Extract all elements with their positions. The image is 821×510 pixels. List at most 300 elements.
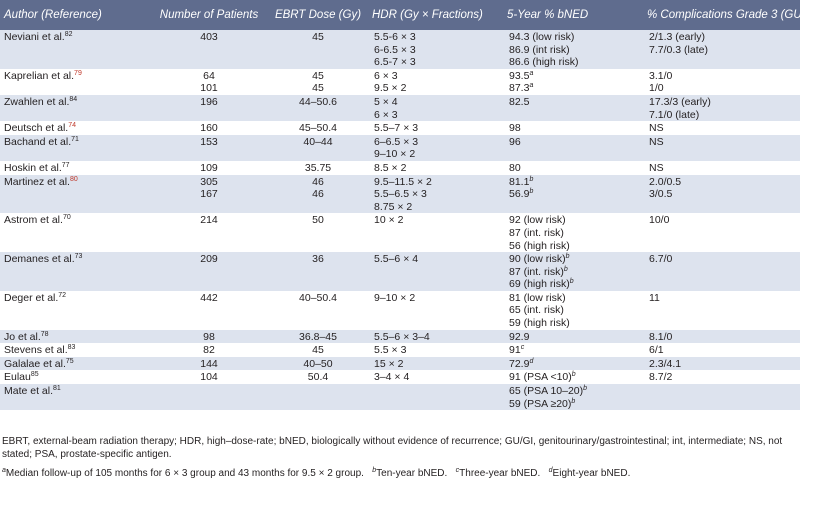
bned-cell <box>503 69 643 95</box>
reference-number: 82 <box>64 31 73 38</box>
complications-cell <box>643 175 800 214</box>
hdr-value: 6–6.5 × 3 <box>374 135 419 148</box>
hdr-value: 9–10 × 2 <box>374 148 416 161</box>
table-row <box>0 30 800 69</box>
patients-value: 214 <box>200 214 218 227</box>
reference-number: 72 <box>58 291 67 299</box>
ebrt-cell <box>268 384 368 410</box>
bned-cell <box>503 175 643 214</box>
cell-line <box>268 31 368 44</box>
cell-line <box>509 385 643 398</box>
cell-line <box>649 122 800 135</box>
hdr-cell <box>368 343 503 357</box>
ebrt-cell <box>268 291 368 330</box>
hdr-value: 9.5 × 2 <box>374 82 407 95</box>
cell-line <box>150 162 268 175</box>
hdr-value: 6 × 3 <box>374 108 398 121</box>
cell-line <box>268 82 368 95</box>
comp-value: 17.3/3 (early) <box>649 95 711 108</box>
table-row <box>0 213 800 252</box>
col-header-hdr: HDR (Gy × Fractions) <box>368 0 503 30</box>
cell-line <box>509 278 643 291</box>
footnote-text: Eight-year bNED. <box>552 468 631 479</box>
ebrt-cell <box>268 252 368 291</box>
footnote-mark: b <box>571 371 576 379</box>
comp-value: 10/0 <box>649 214 670 227</box>
bned-value: 81 (low risk) <box>509 291 566 304</box>
cell-line <box>509 96 643 109</box>
bned-value: 82.5 <box>509 95 530 108</box>
comp-value: 8.1/0 <box>649 330 673 343</box>
cell-line <box>649 70 800 83</box>
complications-cell <box>643 291 800 330</box>
author-name: Neviani et al. <box>4 31 65 43</box>
cell-line <box>150 253 268 266</box>
bned-cell <box>503 121 643 135</box>
complications-cell <box>643 213 800 252</box>
cell-line <box>649 188 800 201</box>
patients-value: 209 <box>200 253 218 266</box>
bned-value: 90 (low risk) <box>509 253 566 266</box>
table-row <box>0 252 800 291</box>
cell-line <box>268 214 368 227</box>
cell-line <box>374 188 503 201</box>
hdr-cell <box>368 291 503 330</box>
footnote-item <box>456 468 541 479</box>
bned-value: 59 (high risk) <box>509 317 570 330</box>
cell-line <box>509 56 643 69</box>
cell-line <box>649 344 800 357</box>
ebrt-value: 45 <box>312 344 324 357</box>
patients-cell <box>150 291 268 330</box>
bned-value: 93.5 <box>509 69 530 82</box>
bned-value: 87.3 <box>509 82 530 95</box>
complications-cell <box>643 343 800 357</box>
author-name: Stevens et al. <box>4 344 68 357</box>
cell-line <box>374 292 503 305</box>
cell-line <box>268 358 368 371</box>
abbreviations-note: EBRT, external-beam radiation therapy; HDR, high–dose-rate; bNED, biologically without evidence of recurrence; GU/GI, genitourinary/gastrointestinal; int, intermediate; NS, not stated; PSA, prostate-specific antigen. <box>2 436 783 460</box>
hdr-cell <box>368 121 503 135</box>
cell-line <box>268 136 368 149</box>
author-cell <box>0 370 150 384</box>
author-cell <box>0 384 150 410</box>
bned-value: 92 (low risk) <box>509 214 566 227</box>
author-cell <box>0 330 150 344</box>
hdr-cell <box>368 175 503 214</box>
table-body <box>0 30 800 410</box>
author-cell <box>0 213 150 252</box>
bned-cell <box>503 291 643 330</box>
comp-value: 8.7/2 <box>649 371 673 384</box>
cell-line <box>268 122 368 135</box>
complications-cell <box>643 384 800 410</box>
patients-cell <box>150 69 268 95</box>
footnote-mark: a <box>529 82 534 90</box>
ebrt-value: 40–44 <box>303 135 333 148</box>
footnote-mark: b <box>529 175 534 183</box>
patients-value: 196 <box>200 95 218 108</box>
cell-line <box>649 253 800 266</box>
bned-cell <box>503 370 643 384</box>
bned-value: 94.3 (low risk) <box>509 31 575 43</box>
complications-cell <box>643 370 800 384</box>
cell-line <box>374 31 503 44</box>
bned-cell <box>503 252 643 291</box>
author-cell <box>0 357 150 371</box>
comp-value: 7.1/0 (late) <box>649 108 700 121</box>
cell-line <box>374 109 503 122</box>
cell-line <box>374 70 503 83</box>
comp-value: 2.0/0.5 <box>649 175 682 188</box>
bned-cell <box>503 330 643 344</box>
cell-line <box>649 162 800 175</box>
ebrt-cell <box>268 175 368 214</box>
ebrt-cell <box>268 95 368 121</box>
cell-line <box>509 44 643 57</box>
bned-value: 69 (high risk) <box>509 278 570 291</box>
cell-line <box>374 122 503 135</box>
comp-value: 2.3/4.1 <box>649 357 682 370</box>
complications-cell <box>643 252 800 291</box>
reference-number: 81 <box>53 385 61 393</box>
cell-line <box>150 136 268 149</box>
reference-number: 73 <box>74 253 83 261</box>
cell-line <box>374 56 503 69</box>
cell-line <box>509 188 643 201</box>
cell-line <box>150 122 268 135</box>
author-name: Demanes et al. <box>4 253 75 266</box>
reference-number: 84 <box>69 95 78 103</box>
footnote-mark: b <box>571 397 576 405</box>
reference-number: 77 <box>61 161 70 169</box>
cell-line <box>268 162 368 175</box>
col-header-ebrt: EBRT Dose (Gy) <box>268 0 368 30</box>
author-name: Bachand et al. <box>4 135 72 148</box>
ebrt-value: 45 <box>312 31 324 43</box>
reference-number: 70 <box>62 214 71 222</box>
cell-line <box>649 292 800 305</box>
hdr-value: 8.75 × 2 <box>374 200 413 213</box>
complications-cell <box>643 95 800 121</box>
patients-value: 82 <box>203 344 215 357</box>
patients-cell <box>150 213 268 252</box>
hdr-cell <box>368 384 503 410</box>
bned-value: 92.9 <box>509 330 530 343</box>
cell-line <box>649 82 800 95</box>
hdr-value: 10 × 2 <box>374 214 404 227</box>
cell-line <box>374 44 503 57</box>
complications-cell <box>643 330 800 344</box>
footnote-mark: a <box>529 69 534 77</box>
cell-line <box>374 358 503 371</box>
ebrt-value: 35.75 <box>304 161 332 174</box>
footnote-mark: a <box>2 467 6 474</box>
table-row <box>0 330 800 344</box>
ebrt-value: 45 <box>312 69 324 82</box>
bned-value: 80 <box>509 161 521 174</box>
ebrt-value: 50.4 <box>307 371 329 384</box>
bned-value: 65 (PSA 10–20) <box>509 385 584 398</box>
cell-line <box>509 358 643 371</box>
bned-cell <box>503 357 643 371</box>
comp-value: 6/1 <box>649 344 664 357</box>
bned-value: 86.9 (int risk) <box>509 43 570 56</box>
author-cell <box>0 343 150 357</box>
comp-value: 11 <box>649 291 660 304</box>
patients-cell <box>150 95 268 121</box>
cell-line <box>150 331 268 344</box>
author-name: Galalae et al. <box>4 357 66 370</box>
cell-line <box>649 214 800 227</box>
author-cell <box>0 30 150 69</box>
cell-line <box>509 31 643 44</box>
cell-line <box>374 148 503 161</box>
cell-line <box>268 253 368 266</box>
footnote-mark: b <box>569 278 574 286</box>
cell-line <box>509 70 643 83</box>
cell-line <box>649 109 800 122</box>
hdr-cell <box>368 370 503 384</box>
footnote-mark: d <box>548 467 553 474</box>
cell-line <box>150 96 268 109</box>
hdr-value: 5 × 4 <box>374 95 398 108</box>
comp-value: 3/0.5 <box>649 188 673 201</box>
cell-line <box>509 398 643 411</box>
hdr-cell <box>368 252 503 291</box>
patients-value: 144 <box>200 357 218 370</box>
table-row <box>0 291 800 330</box>
reference-number: 74 <box>68 122 76 130</box>
comp-value: 3.1/0 <box>649 69 673 82</box>
cell-line <box>649 44 800 57</box>
bned-value: 96 <box>509 135 521 148</box>
bned-value: 91 (PSA <10) <box>509 371 572 384</box>
bned-cell <box>503 161 643 175</box>
complications-cell <box>643 69 800 95</box>
ebrt-value: 40–50.4 <box>299 291 337 304</box>
table-row <box>0 135 800 161</box>
footnote-mark: c <box>455 467 460 474</box>
hdr-value: 8.5 × 2 <box>374 161 407 174</box>
hdr-value: 5.5 × 3 <box>374 344 407 357</box>
patients-value: 104 <box>200 371 218 384</box>
author-name: Zwahlen et al. <box>4 95 70 108</box>
author-cell <box>0 161 150 175</box>
patients-cell <box>150 252 268 291</box>
patients-value: 442 <box>200 291 218 304</box>
table-row <box>0 357 800 371</box>
cell-line <box>509 82 643 95</box>
author-name: Mate et al. <box>4 385 54 398</box>
cell-line <box>509 317 643 330</box>
bned-value: 91 <box>509 344 521 357</box>
footnote-mark: b <box>563 265 568 273</box>
ebrt-cell <box>268 69 368 95</box>
comp-value: 1/0 <box>649 82 664 95</box>
patients-value: 167 <box>200 188 218 201</box>
cell-line <box>374 371 503 384</box>
ebrt-cell <box>268 370 368 384</box>
cell-line <box>374 214 503 227</box>
author-name: Eulau <box>4 371 31 384</box>
col-header-author: Author (Reference) <box>0 0 150 30</box>
cell-line <box>374 136 503 149</box>
footnote-mark: c <box>520 344 525 352</box>
author-cell <box>0 69 150 95</box>
cell-line <box>374 344 503 357</box>
patients-cell <box>150 135 268 161</box>
bned-cell <box>503 213 643 252</box>
bned-cell <box>503 95 643 121</box>
cell-line <box>649 96 800 109</box>
bned-value: 86.6 (high risk) <box>509 56 579 69</box>
patients-cell <box>150 384 268 410</box>
hdr-cell <box>368 30 503 69</box>
reference-number: 75 <box>65 357 74 365</box>
table-row <box>0 175 800 214</box>
bned-value: 87 (int. risk) <box>509 226 564 239</box>
hdr-value: 9.5–11.5 × 2 <box>374 175 432 188</box>
cell-line <box>150 358 268 371</box>
hdr-value: 15 × 2 <box>374 357 404 370</box>
author-cell <box>0 121 150 135</box>
footnote-mark: d <box>529 357 534 365</box>
patients-cell <box>150 330 268 344</box>
cell-line <box>649 31 800 44</box>
table-row <box>0 121 800 135</box>
ebrt-cell <box>268 343 368 357</box>
cell-line <box>649 136 800 149</box>
comp-value: NS <box>649 122 664 135</box>
cell-line <box>509 253 643 266</box>
cell-line <box>150 214 268 227</box>
reference-number: 80 <box>69 175 78 183</box>
patients-value: 160 <box>200 122 218 135</box>
author-name: Martinez et al. <box>4 175 70 188</box>
author-name: Deutsch et al. <box>4 122 69 135</box>
col-header-complications: % Complications Grade 3 (GU/GI) <box>643 0 800 30</box>
hdr-cell <box>368 161 503 175</box>
reference-number: 79 <box>74 69 82 77</box>
cell-line <box>150 70 268 83</box>
ebrt-cell <box>268 135 368 161</box>
reference-number: 85 <box>30 371 39 379</box>
superscript-notes <box>2 467 798 480</box>
col-header-bned: 5-Year % bNED <box>503 0 643 30</box>
table-row <box>0 384 800 410</box>
ebrt-value: 36 <box>312 253 324 266</box>
cell-line <box>268 344 368 357</box>
hdr-value: 5.5–6 × 3–4 <box>374 330 430 343</box>
ebrt-value: 45–50.4 <box>299 122 337 135</box>
footnote-text: Median follow-up of 105 months for 6 × 3 group and 43 months for 9.5 × 2 group. <box>5 468 364 479</box>
cell-line <box>509 304 643 317</box>
hdr-value: 3–4 × 4 <box>374 371 410 384</box>
patients-cell <box>150 343 268 357</box>
bned-cell <box>503 30 643 69</box>
hdr-value: 5.5–6.5 × 3 <box>374 188 427 201</box>
complications-cell <box>643 121 800 135</box>
author-name: Hoskin et al. <box>4 161 62 174</box>
footnote-mark: b <box>529 188 534 196</box>
cell-line <box>150 31 268 44</box>
bned-value: 72.9 <box>509 357 530 370</box>
ebrt-value: 45 <box>312 82 324 95</box>
hdr-cell <box>368 213 503 252</box>
cell-line <box>374 96 503 109</box>
author-cell <box>0 135 150 161</box>
cell-line <box>268 371 368 384</box>
cell-line <box>150 188 268 201</box>
patients-cell <box>150 161 268 175</box>
patients-value: 403 <box>200 31 218 43</box>
author-name: Jo et al. <box>4 330 41 343</box>
cell-line <box>150 292 268 305</box>
cell-line <box>150 371 268 384</box>
cell-line <box>509 214 643 227</box>
comp-value: 6.7/0 <box>649 253 673 266</box>
hdr-value: 9–10 × 2 <box>374 291 416 304</box>
cell-line <box>509 240 643 253</box>
cell-line <box>649 331 800 344</box>
table-row <box>0 95 800 121</box>
hdr-value: 5.5-6 × 3 <box>374 31 416 43</box>
footnote-mark: b <box>565 253 570 261</box>
cell-line <box>509 344 643 357</box>
cell-line <box>268 70 368 83</box>
patients-value: 109 <box>200 161 218 174</box>
bned-value: 65 (int. risk) <box>509 304 564 317</box>
complications-cell <box>643 30 800 69</box>
bned-cell <box>503 343 643 357</box>
ebrt-cell <box>268 30 368 69</box>
hdr-value: 5.5–6 × 4 <box>374 253 419 266</box>
cell-line <box>649 176 800 189</box>
cell-line <box>150 344 268 357</box>
hdr-cell <box>368 135 503 161</box>
cell-line <box>374 162 503 175</box>
reference-number: 78 <box>40 330 49 338</box>
author-name: Deger et al. <box>4 291 59 304</box>
cell-line <box>509 162 643 175</box>
bned-value: 56 (high risk) <box>509 239 570 252</box>
cell-line <box>649 371 800 384</box>
footnote-item <box>372 468 447 479</box>
author-cell <box>0 95 150 121</box>
cell-line <box>374 331 503 344</box>
table-footnotes <box>2 435 798 486</box>
ebrt-cell <box>268 161 368 175</box>
ebrt-cell <box>268 121 368 135</box>
cell-line <box>268 188 368 201</box>
author-cell <box>0 252 150 291</box>
footnote-text: Three-year bNED. <box>459 468 541 479</box>
footnote-mark: b <box>372 467 377 474</box>
cell-line <box>268 176 368 189</box>
ebrt-cell <box>268 330 368 344</box>
patients-cell <box>150 121 268 135</box>
cell-line <box>509 136 643 149</box>
table-row <box>0 370 800 384</box>
cell-line <box>374 253 503 266</box>
cell-line <box>374 201 503 214</box>
hdr-value: 6 × 3 <box>374 69 398 82</box>
table-row <box>0 161 800 175</box>
bned-cell <box>503 135 643 161</box>
ebrt-cell <box>268 357 368 371</box>
cell-line <box>509 292 643 305</box>
